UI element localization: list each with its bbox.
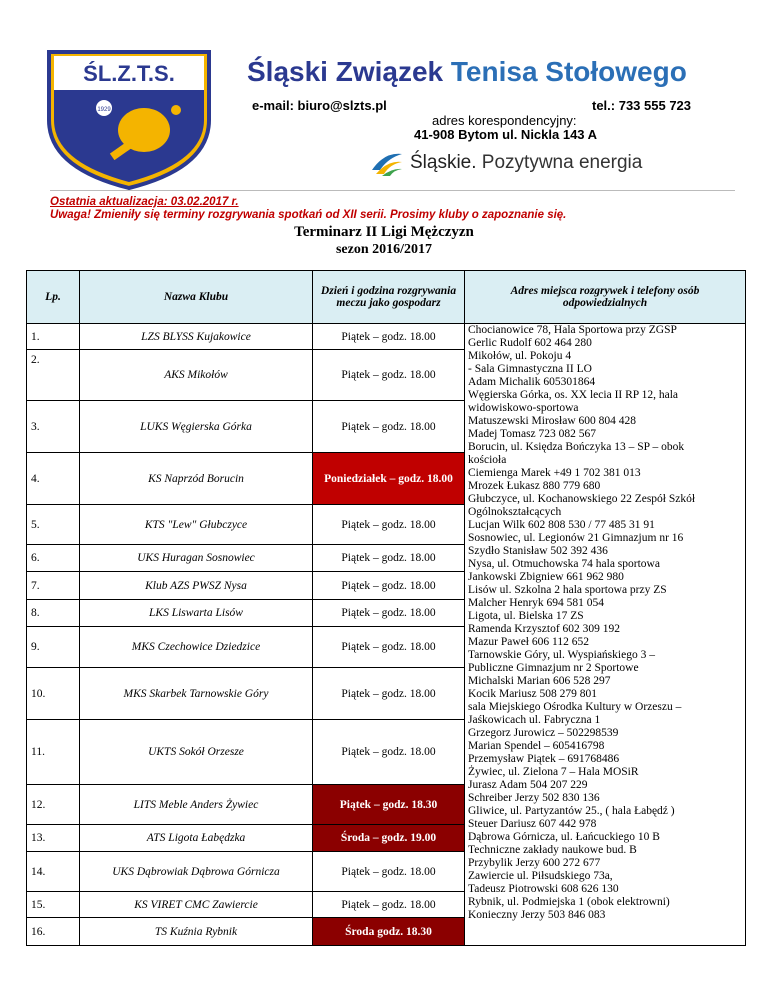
address-line: Publiczne Gimnazjum nr 2 Sportowe xyxy=(468,662,639,674)
address-line: Szydło Stanisław 502 392 436 xyxy=(468,545,608,557)
table-header-row xyxy=(27,271,746,324)
row-club: LKS Liswarta Lisów xyxy=(80,600,313,627)
table-row xyxy=(27,324,746,350)
row-lp: 13. xyxy=(27,825,80,852)
address-lines xyxy=(465,324,745,922)
address-line: Zawiercie ul. Piłsudskiego 73a, xyxy=(468,870,613,882)
row-day: Piątek – godz. 18.00 xyxy=(313,505,465,545)
address-line: Jaśkowicach ul. Fabryczna 1 xyxy=(468,714,601,726)
phone: tel.: 733 555 723 xyxy=(592,98,692,113)
address-line: Steuer Dariusz 607 442 978 xyxy=(468,818,597,830)
row-lp: 3. xyxy=(27,401,80,453)
address-line: Lisów ul. Szkolna 2 hala sportowa przy ZS xyxy=(468,584,667,596)
row-day: Piątek – godz. 18.00 xyxy=(313,350,465,401)
address-line: Matuszewski Mirosław 600 804 428 xyxy=(468,415,637,427)
address-line: Marian Spendel – 605416798 xyxy=(468,740,605,752)
row-day: Piątek – godz. 18.00 xyxy=(313,401,465,453)
divider xyxy=(50,190,735,191)
address-line: Mrozek Łukasz 880 779 680 xyxy=(468,480,601,492)
address-line: sala Miejskiego Ośrodka Kultury w Orzeszu – xyxy=(468,701,682,713)
address-line: Borucin, ul. Księdza Bończyka 13 – SP – obok xyxy=(468,441,685,453)
email: e-mail: biuro@slzts.pl xyxy=(252,98,387,113)
address: 41-908 Bytom ul. Nickla 143 A xyxy=(414,127,598,142)
row-day: Piątek – godz. 18.00 xyxy=(313,545,465,572)
row-lp: 1. xyxy=(27,324,80,350)
address-line: kościoła xyxy=(468,454,507,466)
row-club: AKS Mikołów xyxy=(80,350,313,401)
row-club: LZS BLYSS Kujakowice xyxy=(80,324,313,350)
address-line: Grzegorz Jurowicz – 502298539 xyxy=(468,727,619,739)
row-lp: 11. xyxy=(27,720,80,785)
address-line: Gerlic Rudolf 602 464 280 xyxy=(468,337,592,349)
season: sezon 2016/2017 xyxy=(335,242,433,257)
row-lp: 4. xyxy=(27,453,80,505)
row-club: MKS Skarbek Tarnowskie Góry xyxy=(80,668,313,720)
page-title: Terminarz II Ligi Mężczyzn xyxy=(294,224,474,240)
address-line: Głubczyce, ul. Kochanowskiego 22 Zespół Szkół xyxy=(468,493,696,505)
address-line: Madej Tomasz 723 082 567 xyxy=(468,428,597,440)
row-day: Piątek – godz. 18.00 xyxy=(313,600,465,627)
address-line: Lucjan Wilk 602 808 530 / 77 485 31 91 xyxy=(468,519,655,531)
header-address: Adres miejsca rozgrywek i telefony osób odpowiedzialnych xyxy=(465,271,746,324)
row-day-highlight: Piątek – godz. 18.30 xyxy=(313,785,465,825)
address-line: Jankowski Zbigniew 661 962 980 xyxy=(468,571,624,583)
org-title-part2: Tenisa Stołowego xyxy=(450,56,687,87)
address-line: - Sala Gimnastyczna II LO xyxy=(468,363,592,375)
row-day: Piątek – godz. 18.00 xyxy=(313,572,465,600)
header-day: Dzień i godzina rozgrywania meczu jako gospodarz xyxy=(313,271,465,324)
row-day: Piątek – godz. 18.00 xyxy=(313,324,465,350)
address-line: Przybylik Jerzy 600 272 677 xyxy=(468,857,601,869)
partner-tagline: Pozytywna energia xyxy=(476,152,643,173)
org-title-part1: Śląski Związek xyxy=(247,56,451,87)
row-lp: 15. xyxy=(27,892,80,918)
address-column xyxy=(465,324,746,946)
address-line: Chocianowice 78, Hala Sportowa przy ZGSP xyxy=(468,324,677,336)
row-day: Piątek – godz. 18.00 xyxy=(313,852,465,892)
row-club: LITS Meble Anders Żywiec xyxy=(80,785,313,825)
partner-logo xyxy=(370,148,642,178)
row-lp: 2. xyxy=(27,350,80,401)
address-line: Mikołów, ul. Pokoju 4 xyxy=(468,350,572,362)
schedule-warning: Uwaga! Zmieniły się terminy rozgrywania spotkań od XII serii. Prosimy kluby o zapoznanie się. xyxy=(50,209,567,221)
row-club: Klub AZS PWSZ Nysa xyxy=(80,572,313,600)
row-club: TS Kuźnia Rybnik xyxy=(80,918,313,946)
row-lp: 8. xyxy=(27,600,80,627)
row-club: KS Naprzód Borucin xyxy=(80,453,313,505)
address-line: Konieczny Jerzy 503 846 083 xyxy=(468,909,606,921)
address-line: Ciemienga Marek +49 1 702 381 013 xyxy=(468,467,641,479)
address-line: Tadeusz Piotrowski 608 626 130 xyxy=(468,883,619,895)
address-line: Ramenda Krzysztof 602 309 192 xyxy=(468,623,621,635)
row-day: Piątek – godz. 18.00 xyxy=(313,668,465,720)
slaskie-swirl-icon xyxy=(370,150,404,176)
letterhead xyxy=(0,0,768,190)
address-line: Żywiec, ul. Zielona 7 – Hala MOSiR xyxy=(468,766,639,778)
address-line: Michalski Marian 606 528 297 xyxy=(468,675,611,687)
address-line: Nysa, ul. Otmuchowska 74 hala sportowa xyxy=(468,558,660,570)
row-lp: 12. xyxy=(27,785,80,825)
row-club: UKTS Sokół Orzesze xyxy=(80,720,313,785)
address-line: Techniczne zakłady naukowe bud. B xyxy=(468,844,637,856)
row-club: KS VIRET CMC Zawiercie xyxy=(80,892,313,918)
address-line: Ogólnokształcących xyxy=(468,506,562,518)
address-line: Malcher Henryk 694 581 054 xyxy=(468,597,605,609)
address-label: adres korespondencyjny: xyxy=(432,113,577,128)
address-line: Jurasz Adam 504 207 229 xyxy=(468,779,588,791)
partner-name: Śląskie. xyxy=(410,152,477,173)
address-line: Mazur Paweł 606 112 652 xyxy=(468,636,589,648)
address-line: Kocik Mariusz 508 279 801 xyxy=(468,688,598,700)
row-club: KTS "Lew" Głubczyce xyxy=(80,505,313,545)
slzts-logo xyxy=(44,50,214,190)
address-line: Gliwice, ul. Partyzantów 25., ( hala Łabędź ) xyxy=(468,805,675,817)
row-club: UKS Huragan Sosnowiec xyxy=(80,545,313,572)
address-line: Tarnowskie Góry, ul. Wyspiańskiego 3 – xyxy=(468,649,655,661)
schedule-table xyxy=(26,270,746,946)
header-lp: Lp. xyxy=(27,271,80,324)
address-line: Węgierska Górka, os. XX lecia II RP 12, hala xyxy=(468,389,679,401)
row-lp: 5. xyxy=(27,505,80,545)
row-club: UKS Dąbrowiak Dąbrowa Górnicza xyxy=(80,852,313,892)
row-day-highlight: Środa godz. 18.30 xyxy=(313,918,465,946)
address-line: widowiskowo-sportowa xyxy=(468,402,579,414)
row-day-highlight: Środa – godz. 19.00 xyxy=(313,825,465,852)
row-lp: 9. xyxy=(27,627,80,668)
org-title xyxy=(247,56,687,88)
row-lp: 7. xyxy=(27,572,80,600)
address-line: Ligota, ul. Bielska 17 ZS xyxy=(468,610,584,622)
row-day-highlight: Poniedziałek – godz. 18.00 xyxy=(313,453,465,505)
row-lp: 14. xyxy=(27,852,80,892)
row-lp: 6. xyxy=(27,545,80,572)
address-line: Sosnowiec, ul. Legionów 21 Gimnazjum nr 16 xyxy=(468,532,684,544)
row-lp: 10. xyxy=(27,668,80,720)
address-line: Przemysław Piątek – 691768486 xyxy=(468,753,620,765)
row-day: Piątek – godz. 18.00 xyxy=(313,720,465,785)
last-update: Ostatnia aktualizacja: 03.02.2017 r. xyxy=(50,196,239,208)
logo-year: 1929 xyxy=(97,107,111,113)
address-line: Adam Michalik 605301864 xyxy=(468,376,596,388)
row-club: MKS Czechowice Dziedzice xyxy=(80,627,313,668)
row-club: ATS Ligota Łabędzka xyxy=(80,825,313,852)
row-day: Piątek – godz. 18.00 xyxy=(313,892,465,918)
row-day: Piątek – godz. 18.00 xyxy=(313,627,465,668)
address-line: Schreiber Jerzy 502 830 136 xyxy=(468,792,600,804)
row-lp: 16. xyxy=(27,918,80,946)
address-line: Dąbrowa Górnicza, ul. Łańcuckiego 10 B xyxy=(468,831,660,843)
logo-text: ŚL.Z.T.S. xyxy=(83,61,175,86)
header-club: Nazwa Klubu xyxy=(80,271,313,324)
address-line: Rybnik, ul. Podmiejska 1 (obok elektrowni) xyxy=(468,896,670,908)
row-club: LUKS Węgierska Górka xyxy=(80,401,313,453)
